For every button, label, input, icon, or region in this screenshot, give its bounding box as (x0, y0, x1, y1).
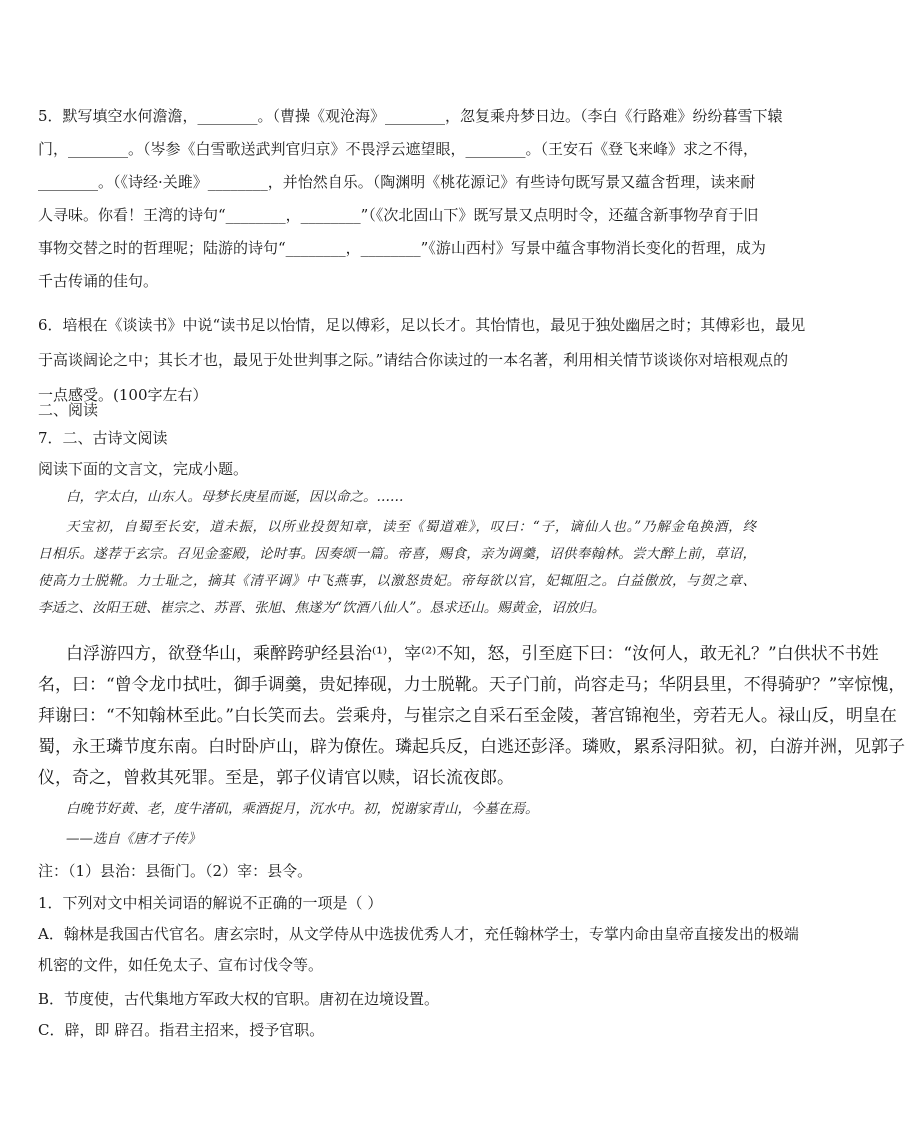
passage-row: 白，字太白，山东人。母梦长庚星而诞，因以命之。…… (66, 489, 404, 505)
footnote: 注：（1）县治：县衙门。（2）宰：县令。 (38, 862, 313, 880)
passage-paragraph-3 (38, 639, 905, 794)
question-5 (38, 100, 783, 298)
q5-line: 千古传诵的佳句。 (38, 272, 159, 290)
option-a-row: A．翰林是我国古代官名。唐玄宗时，从文学侍从中选拔优秀人才，充任翰林学士，专掌内命由皇帝直接发出的极端 (38, 925, 799, 943)
passage-row: 日相乐。遂荐于玄宗。召见金銮殿，论时事。因奏颂一篇。帝喜，赐食，亲为调羹，诏供奉翰林。尝大醉上前，草诏， (38, 546, 756, 562)
passage-row: 蜀，永王璘节度东南。白时卧庐山，辟为僚佐。璘起兵反，白逃还彭泽。璘败，累系浔阳狱。初，白游并洲，见郭子 (38, 737, 905, 757)
source-line: ——选自《唐才子传》 (66, 831, 201, 847)
q5-line: ________。（《诗经·关雎》________，并怡然自乐。（陶渊明《桃花源记》有些诗句既写景又蕴含哲理，读来耐 (38, 173, 756, 191)
passage-row: 白浮游四方，欲登华山，乘醉跨驴经县治⁽¹⁾，宰⁽²⁾不知，怒，引至庭下曰：“汝何人，敢无礼？”白供状不书姓 (66, 644, 879, 664)
q5-line: 事物交替之时的哲理呢；陆游的诗句“________，________”《游山西村》写景中蕴含事物消长变化的哲理，成为 (38, 239, 766, 257)
q5-line: 门，________。（岑参《白雪歌送武判官归京》不畏浮云遮望眼，________。（王安石《登飞来峰》求之不得， (38, 140, 759, 158)
question-6 (38, 308, 806, 413)
question-1-stem: 1．下列对文中相关词语的解说不正确的一项是（ ） (38, 894, 383, 912)
option-c: C．辟，即 辟召。指君主招来，授予官职。 (38, 1021, 325, 1039)
passage-row: 拜谢曰：“不知翰林至此。”白长笑而去。尝乘舟，与崔宗之自采石至金陵，著宫锦袍坐，旁若无人。禄山反，明皇在 (38, 706, 897, 726)
passage-row: 天宝初，自蜀至长安，道未振，以所业投贺知章，读至《蜀道难》，叹曰：“子，谪仙人也。”乃解金龟换酒，终 (66, 519, 756, 535)
q6-line: 一点感受。(100字左右） (38, 386, 208, 404)
question-7-title: 7．二、古诗文阅读 (38, 429, 168, 447)
q5-line: 人寻味。你看！王湾的诗句“________，________”（《次北固山下》既写景又点明时令，还蕴含新事物孕育于旧 (38, 206, 759, 224)
q6-line: 6．培根在《谈读书》中说“读书足以怡情，足以傅彩，足以长才。其怡情也，最见于独处幽居之时；其傅彩也，最见 (38, 316, 806, 334)
option-a (38, 919, 799, 981)
passage-row: 使高力士脱靴。力士耻之，摘其《清平调》中飞燕事，以激怒贵妃。帝每欲以官，妃辄阻之。白益傲放，与贺之章、 (38, 573, 756, 589)
option-b: B．节度使，古代集地方军政大权的官职。唐初在边境设置。 (38, 990, 440, 1008)
passage-paragraph-4 (66, 796, 756, 823)
q5-line: 5．默写填空水何澹澹，________。（曹操《观沧海》________，忽复乘舟梦日边。（李白《行路难》纷纷暮雪下辕 (38, 107, 783, 125)
option-a-row: 机密的文件，如任免太子、宣布讨伐令等。 (38, 956, 324, 974)
passage-row: 李适之、汝阳王琎、崔宗之、苏晋、张旭、焦遂为“饮酒八仙人”。恳求还山。赐黄金，诏放归。 (38, 600, 606, 616)
passage-row: 名，曰：“曾令龙巾拭吐，御手调羹，贵妃捧砚，力士脱靴。天子门前，尚容走马；华阴县里，不得骑驴？”宰惊愧， (38, 675, 905, 695)
passage-paragraph-2 (38, 514, 756, 622)
passage-row: 仪，奇之，曾救其死罪。至是，郭子仪请官以赎，诏长流夜郎。 (38, 768, 514, 788)
q6-line: 于高谈阔论之中；其长才也，最见于处世判事之际。”请结合你读过的一本名著，利用相关情节谈谈你对培根观点的 (38, 351, 789, 369)
passage-source (66, 826, 756, 853)
passage-row: 白晚节好黄、老，度牛渚矶，乘酒捉月，沉水中。初，悦谢家青山，今墓在焉。 (66, 801, 539, 817)
section-heading: 二、阅读 (38, 401, 99, 419)
reading-instruction: 阅读下面的文言文，完成小题。 (38, 460, 249, 478)
passage-paragraph-1 (66, 484, 756, 511)
